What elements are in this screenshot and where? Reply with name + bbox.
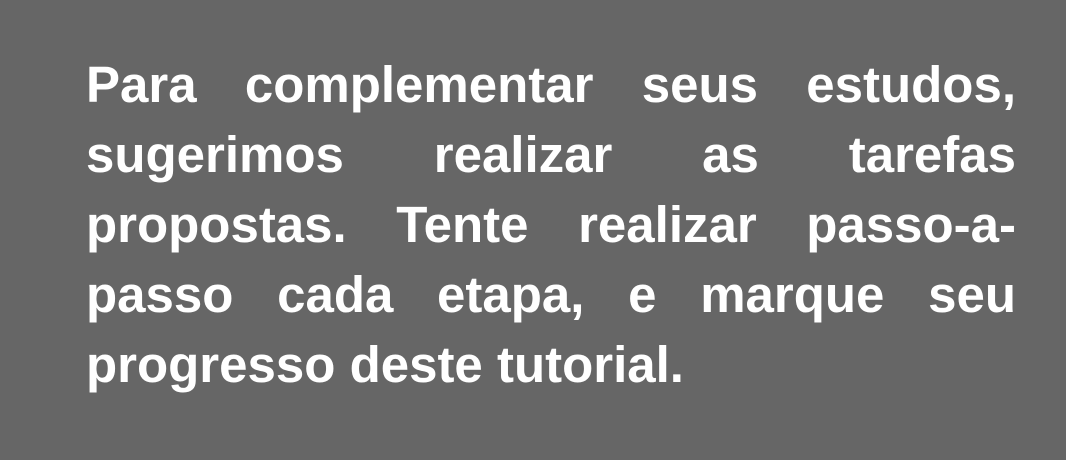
instruction-line-4: passo cada etapa, e marque seu (86, 266, 1016, 323)
instruction-line-5: progresso deste tutorial. (86, 336, 684, 393)
instruction-line-1: Para complementar seus estudos, (86, 56, 1016, 113)
instruction-line-2: sugerimos realizar as tarefas (86, 126, 1016, 183)
instruction-text (86, 50, 1016, 400)
instruction-line-3: propostas. Tente realizar passo-a- (86, 196, 1016, 253)
